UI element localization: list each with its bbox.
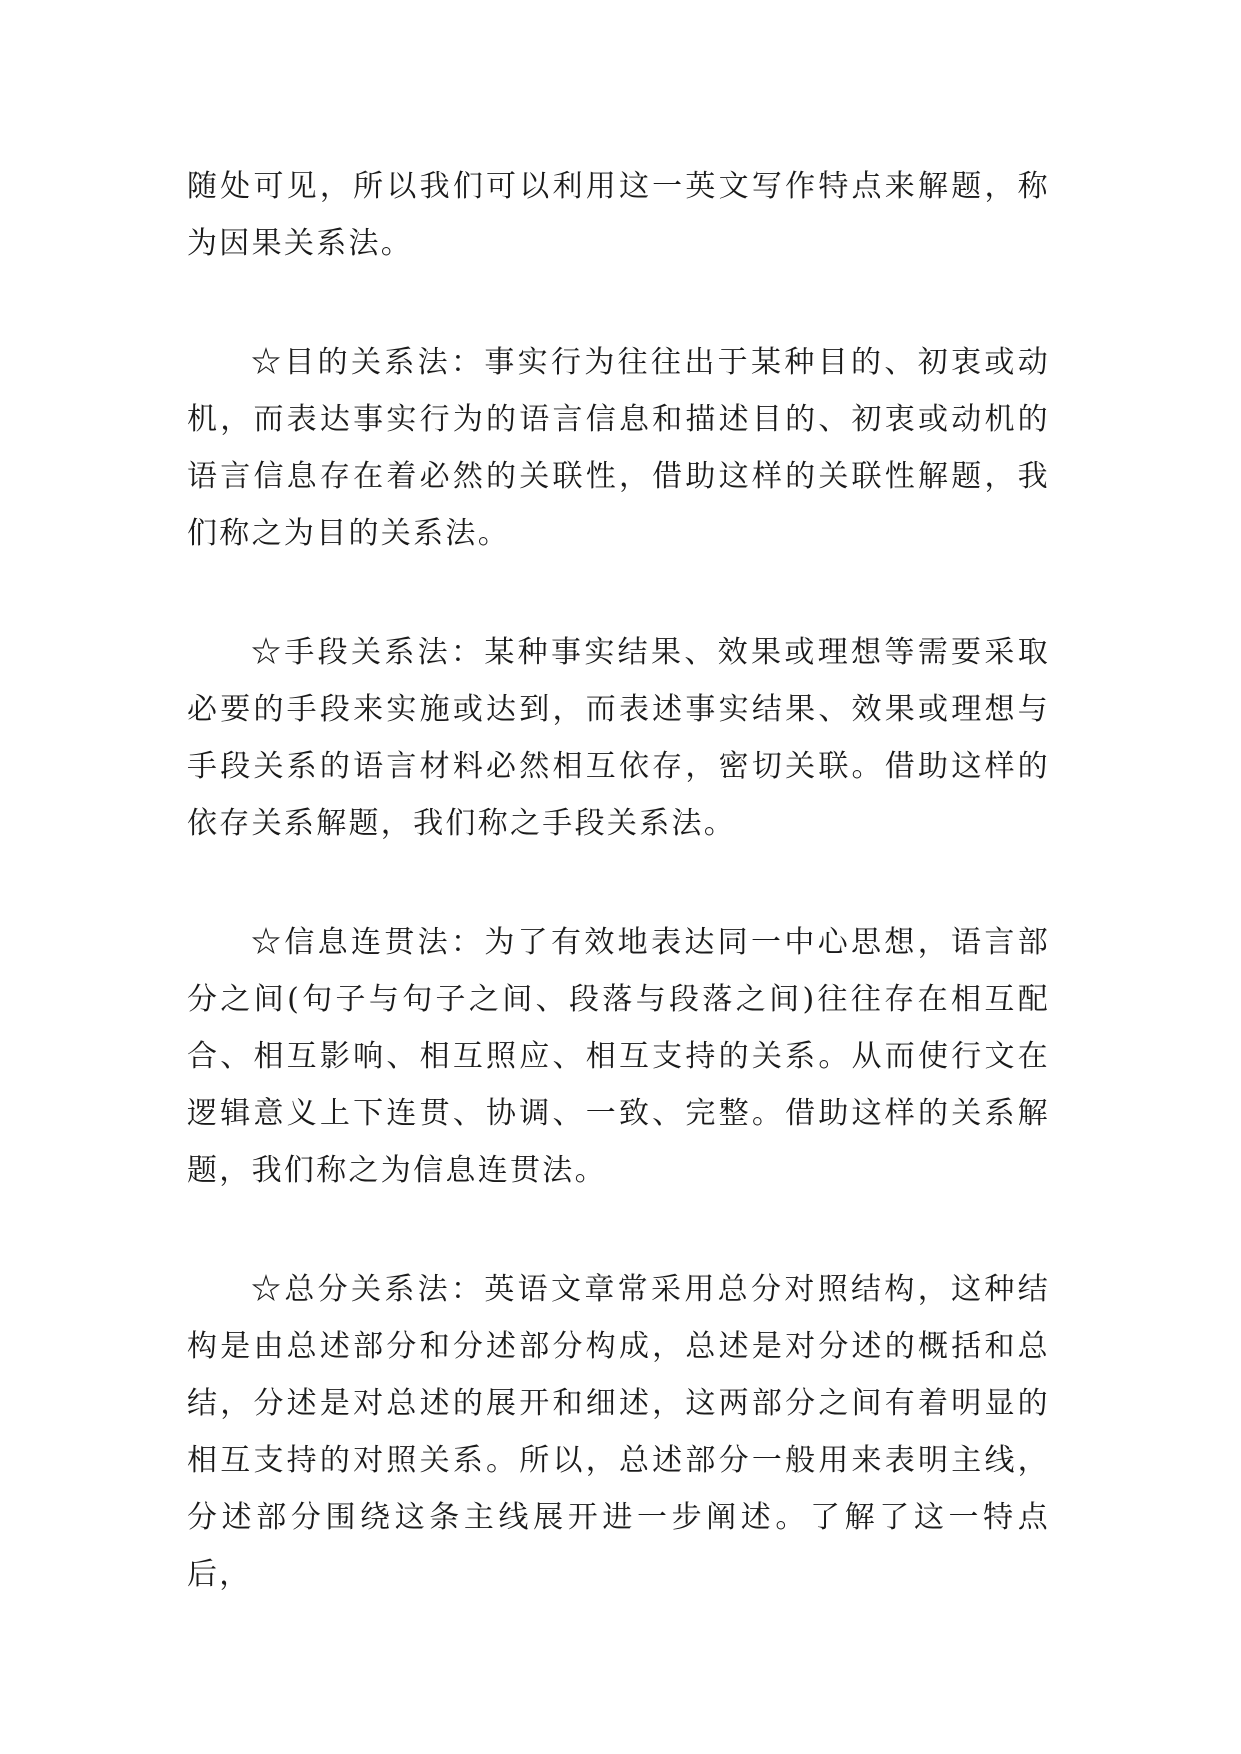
paragraph-general-specific-relation: ☆总分关系法：英语文章常采用总分对照结构，这种结构是由总述部分和分述部分构成，总述是对分述的概括和总结，分述是对总述的展开和细述，这两部分之间有着明显的相互支持的对照关系。所以，总述部分一般用来表明主线，分述部分围绕这条主线展开进一步阐述。了解了这一特点后， bbox=[187, 1272, 1050, 1592]
paragraph-information-coherence: ☆信息连贯法：为了有效地表达同一中心思想，语言部分之间(句子与句子之间、段落与段落之间)往往存在相互配合、相互影响、相互照应、相互支持的关系。从而使行文在逻辑意义上下连贯、协调、一致、完整。借助这样的关系解题，我们称之为信息连贯法。 bbox=[187, 925, 1050, 1188]
document-body bbox=[187, 158, 1050, 1665]
paragraph-causal-conclusion: 随处可见，所以我们可以利用这一英文写作特点来解题，称为因果关系法。 bbox=[187, 169, 1050, 261]
paragraph-purpose-relation: ☆目的关系法：事实行为往往出于某种目的、初衷或动机，而表达事实行为的语言信息和描述目的、初衷或动机的语言信息存在着必然的关联性，借助这样的关联性解题，我们称之为目的关系法。 bbox=[187, 345, 1050, 551]
paragraph-means-relation: ☆手段关系法：某种事实结果、效果或理想等需要采取必要的手段来实施或达到，而表述事实结果、效果或理想与手段关系的语言材料必然相互依存，密切关联。借助这样的依存关系解题，我们称之手段关系法。 bbox=[187, 635, 1050, 841]
